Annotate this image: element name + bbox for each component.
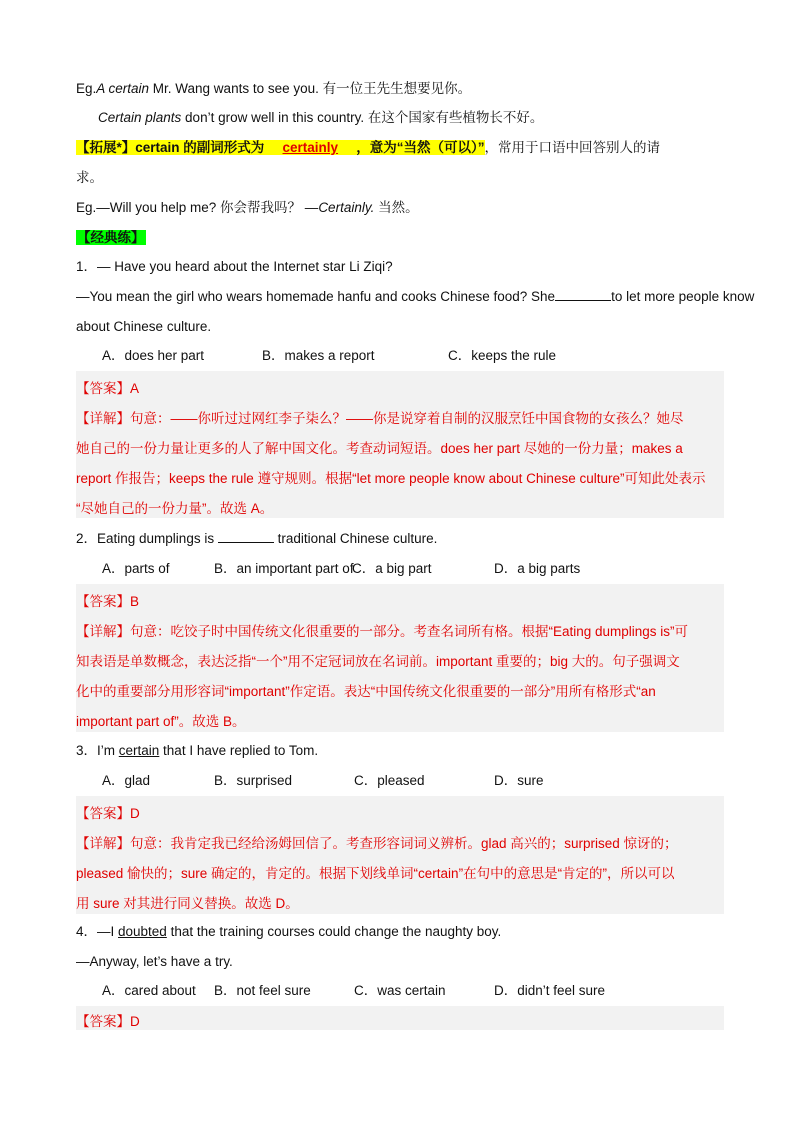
stem-part: 3．I’m: [76, 743, 119, 758]
question-1-stem-2: [76, 288, 755, 306]
answer-blank: [555, 288, 611, 301]
option-b: B．not feel sure: [214, 983, 311, 998]
answer-blank: [218, 530, 274, 543]
option-a: A．does her part: [102, 348, 205, 363]
example-italic: Certainly.: [318, 200, 375, 215]
explanation-line: “尽她自己的一份力量”。故选 A。: [76, 501, 274, 516]
explanation-line: report 作报告；keeps the rule 遵守规则。根据“let more people know about Chinese culture”可知此处表示: [76, 471, 706, 486]
option-c: C．keeps the rule: [448, 348, 557, 363]
explanation-line: 【详解】句意：——你听过过网红李子柒么？——你是说穿着自制的汉服烹饪中国食物的女孩么？她尽: [76, 411, 684, 426]
option-b: B．an important part of: [214, 561, 354, 576]
explanation-line: important part of”。故选 B。: [76, 714, 246, 729]
question-2-stem: [76, 530, 724, 548]
answer-label: 【答案】B: [76, 594, 140, 609]
question-3-stem: [76, 742, 724, 760]
answer-label: 【答案】A: [76, 381, 140, 396]
answer-label: 【答案】D: [76, 1014, 140, 1029]
stem-part: to let more people know: [611, 289, 755, 304]
extension-meaning: ，意为“当然（可以）”: [356, 140, 485, 155]
stem-part: —You mean the girl who wears homemade hanfu and cooks Chinese food? She: [76, 289, 556, 304]
answer-panel-4: [76, 1006, 724, 1030]
option-b: B．surprised: [214, 773, 293, 788]
question-4-stem: [76, 923, 724, 941]
extension-lead: 【拓展*】certain 的副词形式为: [76, 140, 265, 155]
question-1-stem: 1．— Have you heard about the Internet star Li Ziqi?: [76, 259, 393, 274]
example-prefix: Eg.—Will you help me? 你会帮我吗？ —: [76, 200, 319, 215]
option-b: B．makes a report: [262, 348, 375, 363]
stem-part: that the training courses could change the naughty boy.: [166, 924, 502, 939]
answer-panel-1: [76, 371, 724, 518]
extension-tail: ，常用于口语中回答别人的请: [484, 140, 661, 155]
explanation-line: 她自己的一份力量让更多的人了解中国文化。考查动词短语。does her part 尽她的一份力量；makes a: [76, 441, 683, 456]
explanation-line: 知表语是单数概念，表达泛指“一个”用不定冠词放在名词前。important 重要的；big 大的。句子强调文: [76, 654, 680, 669]
explanation-line: 【详解】句意：我肯定我已经给汤姆回信了。考查形容词词义辨析。glad 高兴的；surprised 惊讶的；: [76, 836, 678, 851]
example-line-2: [98, 109, 724, 127]
example-italic: A certain: [96, 81, 150, 96]
stem-part: 2．Eating dumplings is: [76, 531, 218, 546]
extension-tail-2: 求。: [76, 170, 103, 185]
example-italic: Certain plants: [98, 110, 182, 125]
underlined-word: certain: [118, 743, 160, 758]
option-d: D．a big parts: [494, 561, 581, 576]
answer-label: 【答案】D: [76, 806, 140, 821]
option-a: A．cared about: [102, 983, 196, 998]
section-title: 【经典练】: [77, 230, 145, 245]
option-a: A．parts of: [102, 561, 170, 576]
question-1-stem-3: about Chinese culture.: [76, 319, 212, 334]
explanation-line: 用 sure 对其进行同义替换。故选 D。: [76, 896, 299, 911]
stem-part: 4．—I: [76, 924, 119, 939]
extension-note: [76, 139, 724, 157]
answer-panel-3: [76, 796, 724, 914]
example-line-3: [76, 199, 724, 217]
stem-part: traditional Chinese culture.: [273, 531, 438, 546]
section-heading: [76, 229, 724, 247]
example-prefix: Eg.: [76, 81, 97, 96]
option-a: A．glad: [102, 773, 151, 788]
explanation-line: 【详解】句意：吃饺子时中国传统文化很重要的一部分。考查名词所有格。根据“Eating dumplings is”可: [76, 624, 689, 639]
explanation-line: 化中的重要部分用形容词“important”作定语。表达“中国传统文化很重要的一部分”用所有格形式“an: [76, 684, 656, 699]
option-c: C．pleased: [354, 773, 425, 788]
stem-part: that I have replied to Tom.: [159, 743, 319, 758]
example-line-1: [76, 80, 724, 98]
option-d: D．sure: [494, 773, 544, 788]
example-rest: Mr. Wang wants to see you. 有一位王先生想要见你。: [149, 81, 472, 96]
extension-highlight: [76, 140, 485, 155]
example-rest: don’t grow well in this country. 在这个国家有些植物长不好。: [181, 110, 544, 125]
option-c: C．was certain: [354, 983, 446, 998]
option-d: D．didn’t feel sure: [494, 983, 606, 998]
example-rest: 当然。: [374, 200, 419, 215]
option-c: C．a big part: [352, 561, 432, 576]
extension-answer: certainly: [282, 140, 339, 155]
question-4-stem-2: —Anyway, let’s have a try.: [76, 954, 233, 969]
answer-panel-2: [76, 584, 724, 732]
explanation-line: pleased 愉快的；sure 确定的，肯定的。根据下划线单词“certain”在句中的意思是“肯定的”，所以可以: [76, 866, 675, 881]
underlined-word: doubted: [118, 924, 167, 939]
